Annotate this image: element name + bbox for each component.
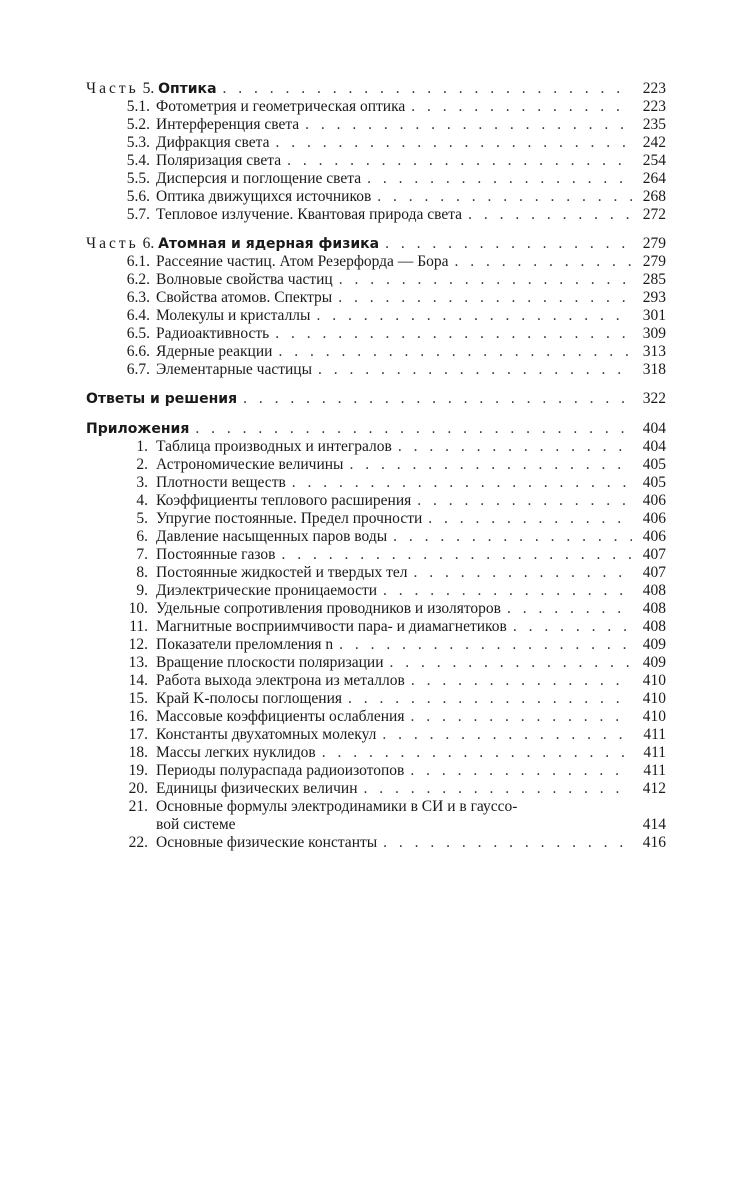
dot-leader: [454, 253, 632, 271]
dot-leader: [468, 206, 632, 224]
item-number: 5.3.: [126, 134, 150, 151]
part-5-sections: [86, 98, 666, 224]
dot-leader: [364, 780, 633, 798]
dot-leader: [382, 726, 632, 744]
item-title: Основные физические константы: [156, 834, 378, 851]
item-title: Астрономические величины: [156, 456, 344, 473]
item-number: 6.7.: [126, 361, 150, 378]
dot-leader: [414, 564, 632, 582]
toc-appendix[interactable]: [86, 420, 666, 438]
toc-appendix-item-21-cont[interactable]: [86, 816, 666, 834]
item-title: Дисперсия и поглощение света: [156, 170, 362, 187]
dot-leader: [339, 271, 632, 289]
item-number: 5.2.: [126, 116, 150, 133]
item-number: 5.: [136, 510, 148, 527]
part-label: Часть: [86, 80, 139, 97]
part-number: 5.: [142, 80, 155, 97]
dot-leader: [377, 188, 632, 206]
item-title-line1: Основные формулы электродинамики в СИ и в гауссо-: [156, 798, 518, 815]
dot-leader: [390, 654, 632, 672]
toc-appendix-item-19[interactable]: [86, 762, 666, 780]
toc-section-7[interactable]: [86, 206, 666, 224]
item-title: Тепловое излучение. Квантовая природа света: [156, 206, 463, 223]
item-number: 10.: [128, 600, 148, 617]
toc-appendix-item-7[interactable]: [86, 546, 666, 564]
part-heading: [86, 235, 379, 253]
item-number: 6.1.: [126, 253, 150, 270]
dot-leader: [278, 343, 632, 361]
page-number: 412: [642, 780, 666, 797]
dot-leader: [383, 582, 632, 600]
item-number: 8.: [136, 564, 148, 581]
page-number: 279: [642, 235, 666, 252]
toc-part-6[interactable]: [86, 235, 666, 253]
toc-appendix-item-6[interactable]: [86, 528, 666, 546]
item-number: 5.7.: [126, 206, 150, 223]
part-label: Часть: [86, 235, 139, 252]
page-number: 408: [642, 618, 666, 635]
part-number: 6.: [142, 235, 155, 252]
toc-section-4[interactable]: [86, 307, 666, 325]
page-number: 410: [642, 690, 666, 707]
toc-appendix-item-22[interactable]: [86, 834, 666, 852]
item-title: Работа выхода электрона из металлов: [156, 672, 405, 689]
item-title: Край K-полосы поглощения: [156, 690, 343, 707]
toc-appendix-item-1[interactable]: [86, 438, 666, 456]
item-title: Интерференция света: [156, 116, 300, 133]
answers-title: Ответы и решения: [86, 391, 238, 407]
item-title: Постоянные газов: [156, 546, 276, 563]
dot-leader: [411, 98, 632, 116]
page-number: 405: [642, 456, 666, 473]
item-title: Фотометрия и геометрическая оптика: [156, 98, 406, 115]
dot-leader: [292, 474, 632, 492]
page-number: 301: [642, 307, 666, 324]
item-number: 6.2.: [126, 271, 150, 288]
item-number: 19.: [128, 762, 148, 779]
page-number: 264: [642, 170, 666, 187]
item-number: 18.: [128, 744, 148, 761]
toc-section-3[interactable]: [86, 134, 666, 152]
item-number: 22.: [128, 834, 148, 851]
item-number: 7.: [136, 546, 148, 563]
item-title: Диэлектрические проницаемости: [156, 582, 378, 599]
toc-section-4[interactable]: [86, 152, 666, 170]
page-number: 414: [642, 816, 666, 833]
part-heading: [86, 80, 217, 98]
page-number: 411: [643, 726, 666, 743]
dot-leader: [318, 361, 632, 379]
item-number: 6.: [136, 528, 148, 545]
item-number: 6.5.: [126, 325, 150, 342]
item-number: 5.6.: [126, 188, 150, 205]
part-title: Оптика: [158, 81, 217, 97]
item-title: Дифракция света: [156, 134, 270, 151]
item-title: Поляризация света: [156, 152, 282, 169]
item-title: Оптика движущихся источников: [156, 188, 372, 205]
item-number: 6.4.: [126, 307, 150, 324]
dot-leader: [349, 456, 632, 474]
item-number: 5.1.: [126, 98, 150, 115]
page-number: 254: [642, 152, 666, 169]
item-number: 15.: [128, 690, 148, 707]
toc-appendix-item-11[interactable]: [86, 618, 666, 636]
toc-appendix-item-12[interactable]: [86, 636, 666, 654]
toc-appendix-item-5[interactable]: [86, 510, 666, 528]
toc-appendix-item-4[interactable]: [86, 492, 666, 510]
dot-leader: [243, 390, 632, 408]
dot-leader: [411, 672, 632, 690]
page-number: 411: [643, 744, 666, 761]
item-title: Вращение плоскости поляризации: [156, 654, 384, 671]
item-number: 2.: [136, 456, 148, 473]
page-number: 285: [642, 271, 666, 288]
page-number: 407: [642, 546, 666, 563]
dot-leader: [287, 152, 632, 170]
page-number: 409: [642, 654, 666, 671]
item-title: Показатели преломления n: [156, 636, 334, 653]
toc-section-2[interactable]: [86, 271, 666, 289]
item-number: 6.3.: [126, 289, 150, 306]
page-number: 235: [642, 116, 666, 133]
toc-section-6[interactable]: [86, 188, 666, 206]
item-title: Молекулы и кристаллы: [156, 307, 311, 324]
toc-section-5[interactable]: [86, 170, 666, 188]
toc-section-5[interactable]: [86, 325, 666, 343]
dot-leader: [322, 744, 632, 762]
dot-leader: [417, 492, 632, 510]
item-number: 5.4.: [126, 152, 150, 169]
toc-appendix-item-9[interactable]: [86, 582, 666, 600]
item-number: 6.6.: [126, 343, 150, 360]
toc-answers[interactable]: [86, 390, 666, 408]
dot-leader: [276, 134, 633, 152]
page-number: 404: [642, 438, 666, 455]
page-number: 409: [642, 636, 666, 653]
page-number: 406: [642, 510, 666, 527]
appendix-title: Приложения: [86, 421, 190, 437]
toc-section-2[interactable]: [86, 116, 666, 134]
page-number: 279: [642, 253, 666, 270]
toc-appendix-item-18[interactable]: [86, 744, 666, 762]
dot-leader: [316, 307, 632, 325]
toc-appendix-item-2[interactable]: [86, 456, 666, 474]
item-number: 12.: [128, 636, 148, 653]
page-number: 410: [642, 672, 666, 689]
item-title: Волновые свойства частиц: [156, 271, 333, 288]
item-number: 14.: [128, 672, 148, 689]
toc-part-5[interactable]: [86, 80, 666, 98]
page-number: 416: [642, 834, 666, 851]
page-number: 272: [642, 206, 666, 223]
page-number: 309: [642, 325, 666, 342]
page-number: 313: [642, 343, 666, 360]
page-number: 411: [643, 762, 666, 779]
item-number: 20.: [128, 780, 148, 797]
page-number: 268: [642, 188, 666, 205]
dot-leader: [338, 289, 632, 307]
toc-appendix-item-16[interactable]: [86, 708, 666, 726]
item-title: Константы двухатомных молекул: [156, 726, 377, 743]
dot-leader: [383, 834, 632, 852]
page-number: 408: [642, 582, 666, 599]
item-title: Массовые коэффициенты ослабления: [156, 708, 405, 725]
page-number: 242: [642, 134, 666, 151]
item-title: Периоды полураспада радиоизотопов: [156, 762, 405, 779]
dot-leader: [398, 438, 632, 456]
toc-appendix-item-15[interactable]: [86, 690, 666, 708]
dot-leader: [223, 80, 632, 98]
dot-leader: [410, 762, 632, 780]
item-title: Элементарные частицы: [156, 361, 313, 378]
page-number: 293: [642, 289, 666, 306]
toc-appendix-item-21[interactable]: [86, 798, 666, 816]
item-number: 5.5.: [126, 170, 150, 187]
item-title: Радиоактивность: [156, 325, 270, 342]
item-title: Упругие постоянные. Предел прочности: [156, 510, 423, 527]
dot-leader: [513, 618, 632, 636]
item-title: Массы легких нуклидов: [156, 744, 316, 761]
toc-section-3[interactable]: [86, 289, 666, 307]
toc-section-7[interactable]: [86, 361, 666, 379]
page-number: 406: [642, 492, 666, 509]
page-number: 406: [642, 528, 666, 545]
item-number: 4.: [136, 492, 148, 509]
toc-section-1[interactable]: [86, 253, 666, 271]
item-title: Коэффициенты теплового расширения: [156, 492, 412, 509]
item-title-line2: вой системе: [156, 816, 236, 833]
table-of-contents: [86, 80, 666, 852]
toc-appendix-item-13[interactable]: [86, 654, 666, 672]
item-number: 13.: [128, 654, 148, 671]
item-number: 11.: [129, 618, 148, 635]
item-number: 9.: [136, 582, 148, 599]
item-title: Ядерные реакции: [156, 343, 273, 360]
toc-appendix-item-3[interactable]: [86, 474, 666, 492]
toc-section-6[interactable]: [86, 343, 666, 361]
page-number: 404: [642, 420, 666, 437]
page-number: 318: [642, 361, 666, 378]
part-6-sections: [86, 253, 666, 379]
page-number: 405: [642, 474, 666, 491]
dot-leader: [275, 325, 632, 343]
dot-leader: [348, 690, 632, 708]
toc-appendix-item-10[interactable]: [86, 600, 666, 618]
item-number: 3.: [136, 474, 148, 491]
dot-leader: [428, 510, 632, 528]
page-number: 410: [642, 708, 666, 725]
toc-appendix-item-14[interactable]: [86, 672, 666, 690]
dot-leader: [305, 116, 632, 134]
item-title: Постоянные жидкостей и твердых тел: [156, 564, 408, 581]
appendix-items: [86, 438, 666, 798]
item-title: Рассеяние частиц. Атом Резерфорда — Бора: [156, 253, 449, 270]
part-title: Атомная и ядерная физика: [158, 236, 380, 252]
item-number: 21.: [128, 798, 148, 815]
item-title: Плотности веществ: [156, 474, 286, 491]
item-title: Удельные сопротивления проводников и изоляторов: [156, 600, 501, 617]
page-number: 322: [642, 390, 666, 407]
item-title: Свойства атомов. Спектры: [156, 289, 333, 306]
page-number: 223: [642, 98, 666, 115]
page-number: 407: [642, 564, 666, 581]
item-number: 1.: [136, 438, 148, 455]
dot-leader: [507, 600, 632, 618]
dot-leader: [367, 170, 632, 188]
dot-leader: [339, 636, 632, 654]
item-number: 17.: [128, 726, 148, 743]
dot-leader: [281, 546, 632, 564]
dot-leader: [393, 528, 632, 546]
item-title: Единицы физических величин: [156, 780, 358, 797]
dot-leader: [195, 420, 632, 438]
dot-leader: [385, 235, 632, 253]
page-number: 223: [642, 80, 666, 97]
toc-appendix-item-8[interactable]: [86, 564, 666, 582]
toc-appendix-item-20[interactable]: [86, 780, 666, 798]
item-title: Давление насыщенных паров воды: [156, 528, 388, 545]
item-title: Таблица производных и интегралов: [156, 438, 392, 455]
item-title: Магнитные восприимчивости пара- и диамагнетиков: [156, 618, 507, 635]
toc-appendix-item-17[interactable]: [86, 726, 666, 744]
item-number: 16.: [128, 708, 148, 725]
dot-leader: [410, 708, 632, 726]
page-number: 408: [642, 600, 666, 617]
toc-section-1[interactable]: [86, 98, 666, 116]
